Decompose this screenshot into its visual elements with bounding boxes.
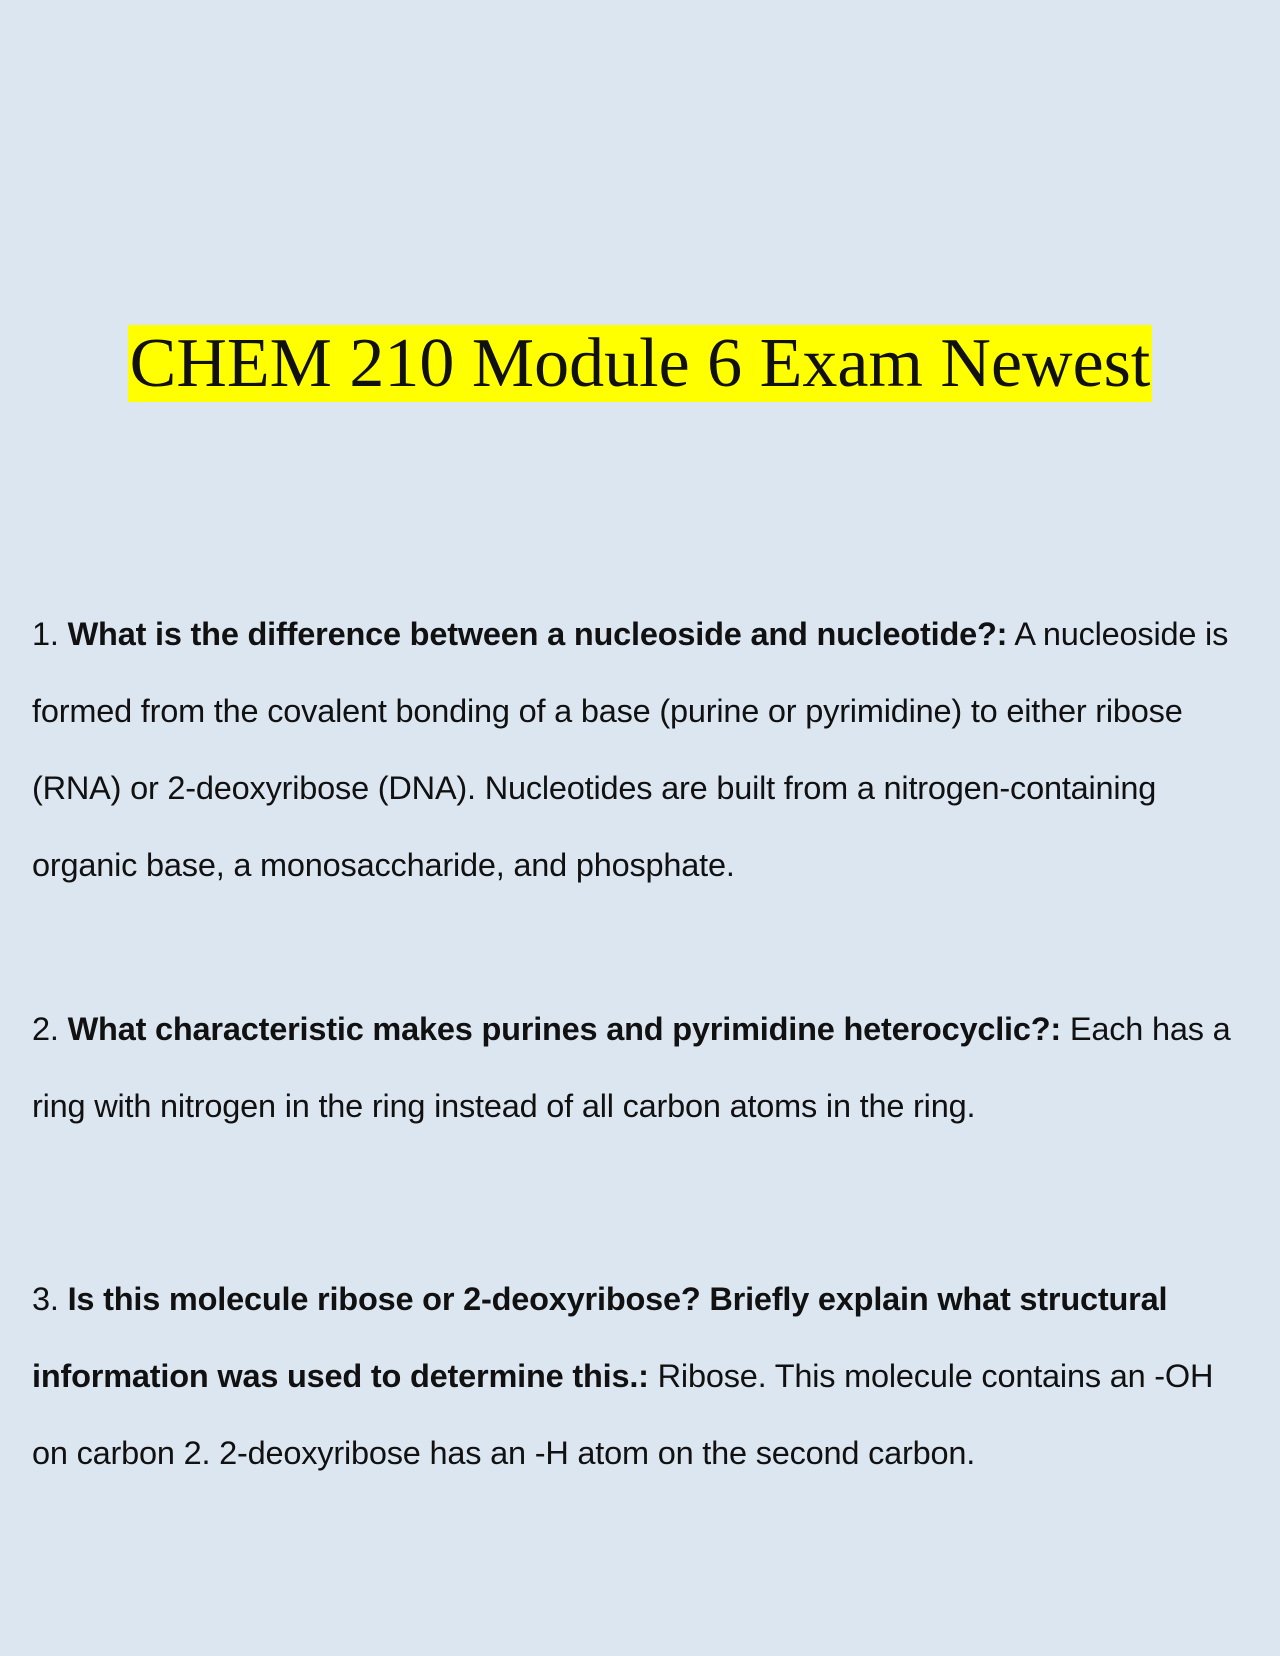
question-text: What characteristic makes purines and pyrimidine heterocyclic?: (67, 1011, 1062, 1047)
title-highlight: CHEM 210 Module 6 Exam Newest (129, 325, 1151, 402)
question-text: What is the difference between a nucleoside and nucleotide?: (67, 616, 1008, 652)
answer-text: Ribose. This molecule contains an -OH on carbon 2. 2-deoxyribose has an -H atom on the second carbon. (32, 1358, 1214, 1471)
question-item-1 (32, 596, 1254, 904)
question-number: 3. (32, 1281, 59, 1317)
answer-text: A nucleoside is formed from the covalent bonding of a base (purine or pyrimidine) to either ribose (RNA) or 2-deoxyribose (DNA). Nucleotides are built from a nitrogen-containing organic base, a monosaccharide, and phosphate. (32, 616, 1229, 883)
document-title (0, 322, 1280, 406)
question-number: 2. (32, 1011, 59, 1047)
question-text: Is this molecule ribose or 2-deoxyribose? Briefly explain what structural information was used to determine this.: (32, 1281, 1168, 1394)
answer-text: Each has a ring with nitrogen in the ring instead of all carbon atoms in the ring. (32, 1011, 1231, 1124)
question-item-3 (32, 1261, 1254, 1492)
question-item-2 (32, 991, 1254, 1145)
question-number: 1. (32, 616, 59, 652)
